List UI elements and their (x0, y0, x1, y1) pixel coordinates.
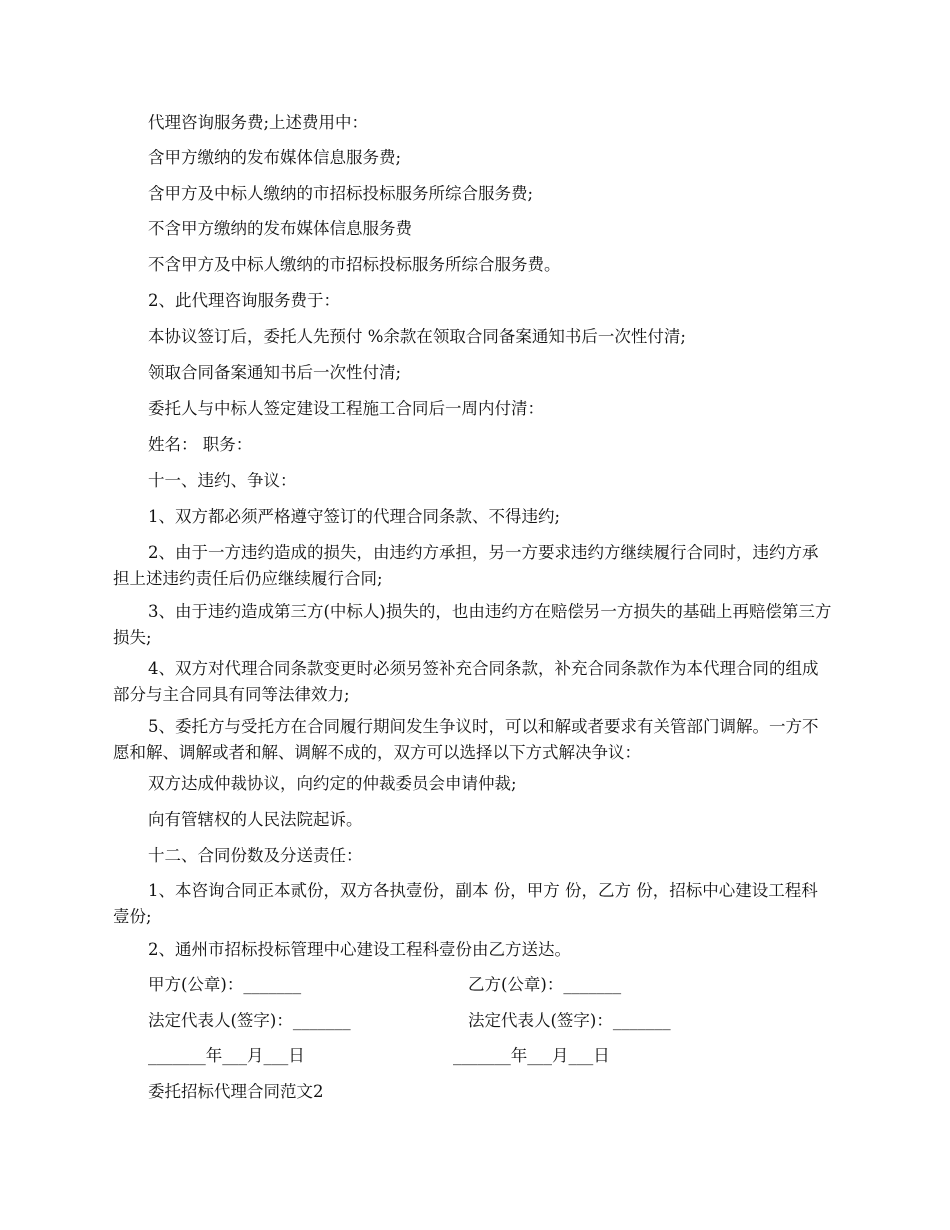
paragraph: 本协议签订后，委托人先预付 %余款在领取合同备案通知书后一次性付清; (148, 327, 686, 346)
paragraph: 5、委托方与受托方在合同履行期间发生争议时，可以和解或者要求有关管部门调解。一方不愿和解、调解或者和解、调解不成的，双方可以选择以下方式解决争议： (113, 717, 819, 762)
paragraph: 委托人与中标人签定建设工程施工合同后一周内付清： (148, 399, 544, 418)
paragraph: 2、此代理咨询服务费于： (148, 291, 340, 310)
paragraph: 向有管辖权的人民法院起诉。 (148, 810, 363, 829)
paragraph: 2、由于一方违约造成的损失，由违约方承担，另一方要求违约方继续履行合同时，违约方承担上述违约责任后仍应继续履行合同; (113, 543, 819, 588)
next-document-title: 委托招标代理合同范文2 (148, 1082, 324, 1101)
section-heading: 十一、违约、争议： (148, 471, 297, 490)
paragraph: 双方达成仲裁协议，向约定的仲裁委员会申请仲裁; (148, 774, 517, 793)
paragraph: 代理咨询服务费;上述费用中： (148, 113, 369, 132)
party-b-seal: 乙方(公章)：_______ (468, 975, 622, 994)
paragraph: 姓名： 职务： (148, 435, 253, 454)
signature-row-date (148, 1043, 838, 1069)
party-a-date: _______年___月___日 (148, 1046, 305, 1065)
paragraph: 2、通州市招标投标管理中心建设工程科壹份由乙方送达。 (148, 940, 571, 959)
party-a-representative: 法定代表人(签字)：_______ (148, 1011, 351, 1030)
paragraph: 领取合同备案通知书后一次性付清; (148, 363, 402, 382)
paragraph: 1、本咨询合同正本贰份，双方各执壹份，副本 份，甲方 份，乙方 份，招标中心建设工程科壹份; (113, 881, 818, 926)
party-a-seal: 甲方(公章)：_______ (148, 975, 302, 994)
paragraph: 1、双方都必须严格遵守签订的代理合同条款、不得违约; (148, 507, 561, 526)
paragraph: 含甲方缴纳的发布媒体信息服务费; (148, 148, 402, 167)
paragraph: 含甲方及中标人缴纳的市招标投标服务所综合服务费; (148, 184, 534, 203)
paragraph: 4、双方对代理合同条款变更时必须另签补充合同条款，补充合同条款作为本代理合同的组成部分与主合同具有同等法律效力; (113, 659, 819, 704)
party-b-date: _______年___月___日 (453, 1046, 610, 1065)
section-heading: 十二、合同份数及分送责任： (148, 846, 363, 865)
signature-row-representative (148, 1008, 838, 1034)
paragraph: 不含甲方缴纳的发布媒体信息服务费 (148, 219, 412, 238)
paragraph: 不含甲方及中标人缴纳的市招标投标服务所综合服务费。 (148, 255, 561, 274)
paragraph: 3、由于违约造成第三方(中标人)损失的，也由违约方在赔偿另一方损失的基础上再赔偿第三方损失; (113, 602, 832, 647)
party-b-representative: 法定代表人(签字)：_______ (468, 1011, 671, 1030)
signature-row-seal (148, 972, 838, 998)
